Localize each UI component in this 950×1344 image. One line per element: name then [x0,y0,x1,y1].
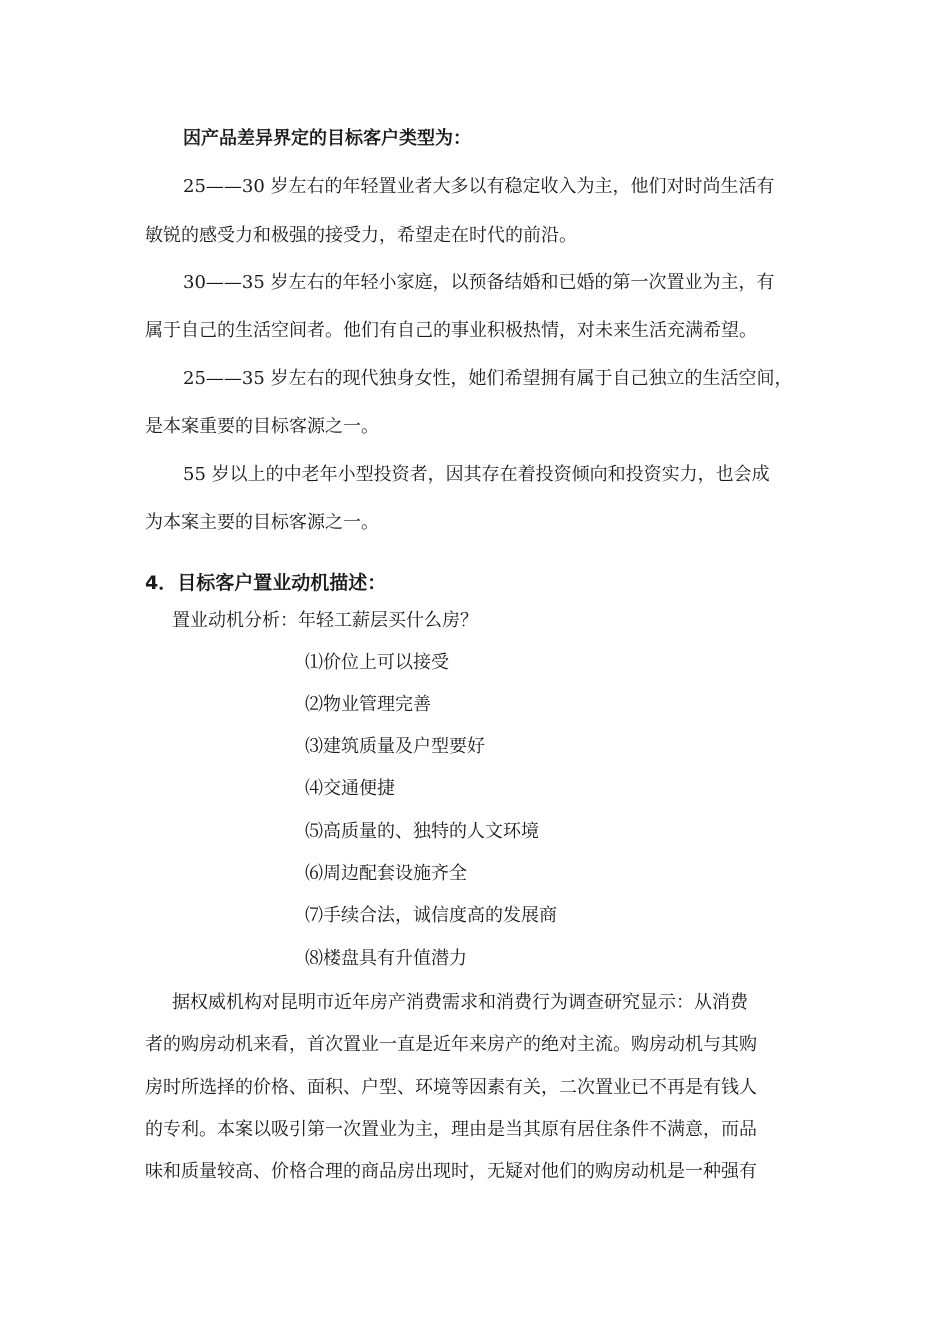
list-item: ⑷交通便捷 [305,778,395,799]
section-4-subheading: 置业动机分析：年轻工薪层买什么房？ [172,610,478,631]
paragraph-line: 为本案主要的目标客源之一。 [145,512,379,533]
list-item: ⑵物业管理完善 [305,694,431,715]
paragraph-line: 房时所选择的价格、面积、户型、环境等因素有关，二次置业已不再是有钱人 [145,1077,757,1098]
paragraph-line: 据权威机构对昆明市近年房产消费需求和消费行为调查研究显示：从消费 [172,992,748,1013]
section-4-heading: 4．目标客户置业动机描述： [145,572,387,594]
list-item: ⑴价位上可以接受 [305,652,449,673]
paragraph-line: 55 岁以上的中老年小型投资者，因其存在着投资倾向和投资实力，也会成 [183,464,770,485]
list-item: ⑸高质量的、独特的人文环境 [305,821,539,842]
paragraph-line: 属于自己的生活空间者。他们有自己的事业积极热情，对未来生活充满希望。 [145,320,757,341]
paragraph-line: 的专利。本案以吸引第一次置业为主，理由是当其原有居住条件不满意，而品 [145,1119,757,1140]
paragraph-line: 是本案重要的目标客源之一。 [145,416,379,437]
list-item: ⑻楼盘具有升值潜力 [305,948,467,969]
paragraph-line: 30——35 岁左右的年轻小家庭，以预备结婚和已婚的第一次置业为主，有 [183,272,775,293]
paragraph-line: 25——35 岁左右的现代独身女性，她们希望拥有属于自己独立的生活空间， [183,368,793,389]
list-item: ⑹周边配套设施齐全 [305,863,467,884]
paragraph-line: 25——30 岁左右的年轻置业者大多以有稳定收入为主，他们对时尚生活有 [183,176,775,197]
paragraph-line: 味和质量较高、价格合理的商品房出现时，无疑对他们的购房动机是一种强有 [145,1161,757,1182]
section-intro-title: 因产品差异界定的目标客户类型为： [183,128,471,149]
list-item: ⑺手续合法，诚信度高的发展商 [305,905,557,926]
paragraph-line: 者的购房动机来看，首次置业一直是近年来房产的绝对主流。购房动机与其购 [145,1034,757,1055]
paragraph-line: 敏锐的感受力和极强的接受力，希望走在时代的前沿。 [145,225,577,246]
list-item: ⑶建筑质量及户型要好 [305,736,485,757]
